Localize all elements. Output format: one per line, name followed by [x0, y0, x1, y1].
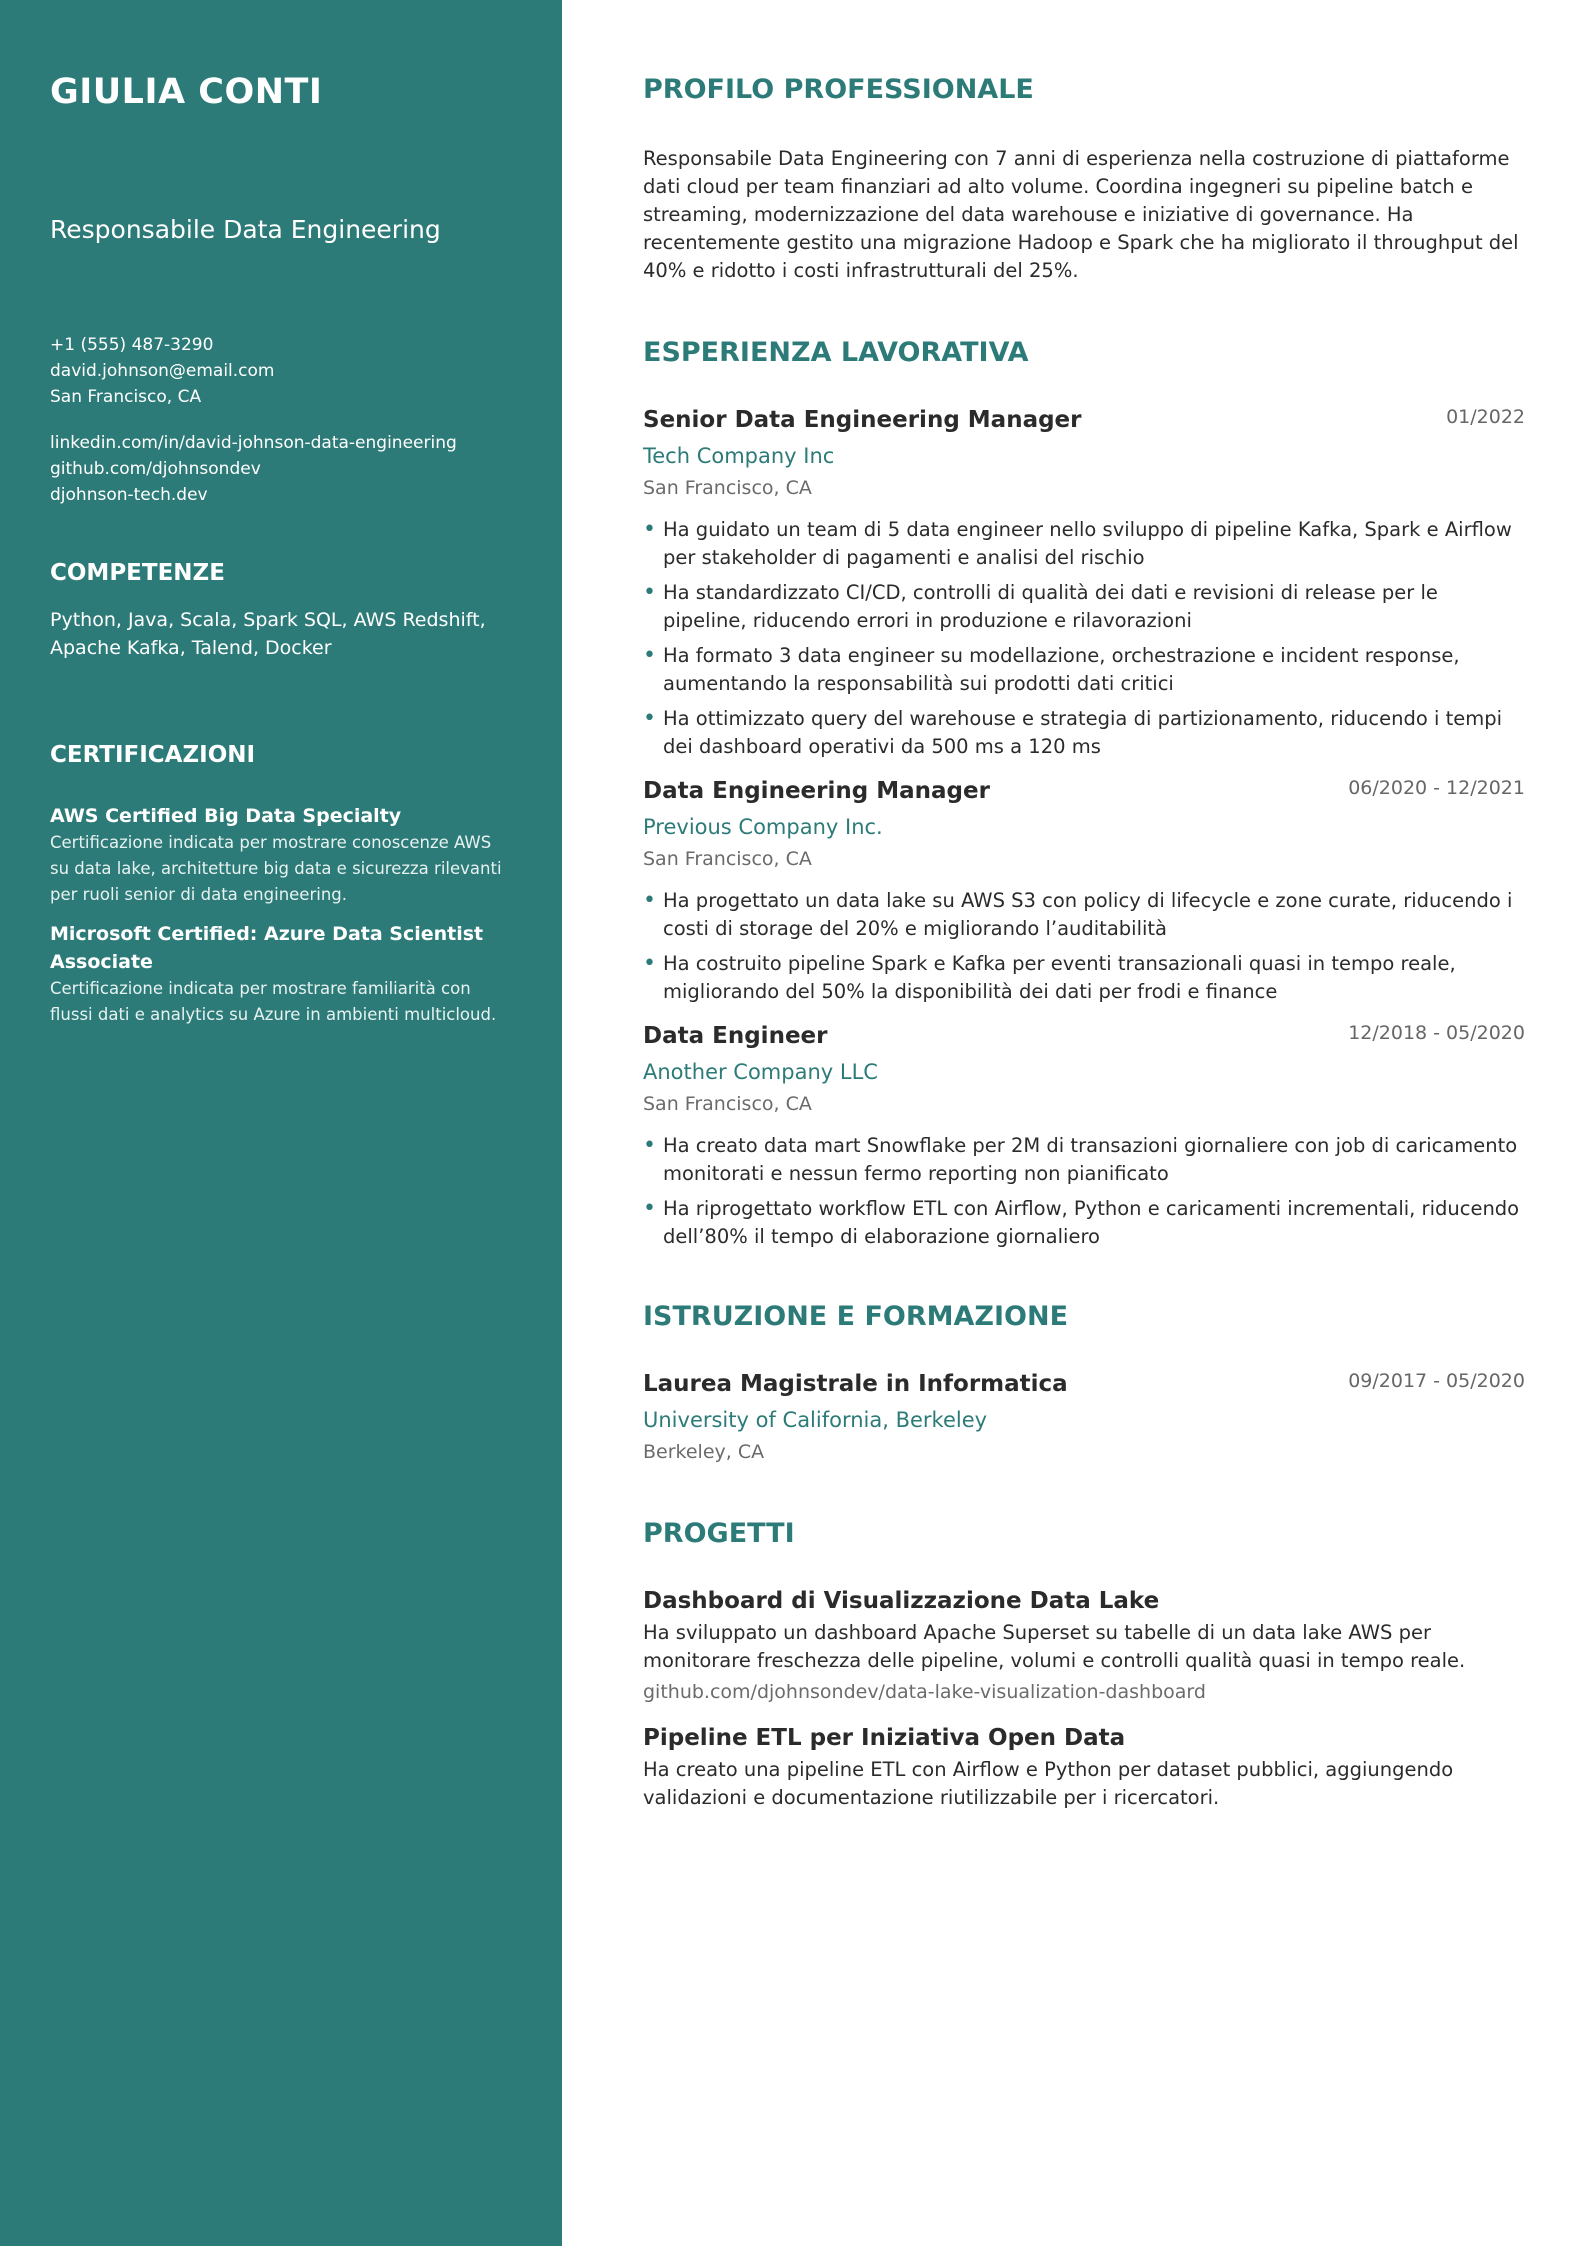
- job-location: San Francisco, CA: [643, 848, 812, 870]
- profile-links: [50, 430, 512, 508]
- certification-description: Certificazione indicata per mostrare conoscenze AWS su data lake, architetture big data e sicurezza rilevanti per ruoli senior di data engineering.: [50, 833, 502, 904]
- sidebar: [0, 0, 562, 2246]
- company-name: Tech Company Inc: [643, 444, 835, 468]
- certification-name: Microsoft Certified: Azure Data Scientist Associate: [50, 923, 484, 973]
- website-link[interactable]: djohnson-tech.dev: [50, 485, 208, 505]
- main-content: [643, 0, 1525, 1812]
- job-bullet: • Ha costruito pipeline Spark e Kafka per eventi transazionali quasi in tempo reale, migliorando del 50% la disponibilità dei dati per frodi e finance: [643, 950, 1525, 1006]
- experience-entry: [643, 1020, 1525, 1251]
- certification-name: AWS Certified Big Data Specialty: [50, 805, 402, 827]
- candidate-name: GIULIA CONTI: [50, 72, 323, 112]
- skills-heading: COMPETENZE: [50, 560, 225, 586]
- school-location: Berkeley, CA: [643, 1441, 765, 1463]
- project-title: Dashboard di Visualizzazione Data Lake: [643, 1588, 1160, 1614]
- job-bullet: • Ha formato 3 data engineer su modellazione, orchestrazione e incident response, aumentando la responsabilità sui prodotti dati critici: [643, 642, 1525, 698]
- job-date: 12/2018 - 05/2020: [1348, 1022, 1525, 1044]
- company-name: Another Company LLC: [643, 1060, 878, 1084]
- job-title: Responsabile Data Engineering: [50, 215, 441, 244]
- experience-entry: [643, 404, 1525, 761]
- certifications-list: [50, 802, 512, 1028]
- experience-entry: [643, 775, 1525, 1006]
- job-bullet: • Ha creato data mart Snowflake per 2M di transazioni giornaliere con job di caricamento monitorati e nessun fermo reporting non pianificato: [643, 1132, 1525, 1188]
- github-link[interactable]: github.com/djohnsondev: [50, 459, 261, 479]
- job-position: Data Engineer: [643, 1023, 828, 1049]
- education-date: 09/2017 - 05/2020: [1348, 1370, 1525, 1392]
- school-name: University of California, Berkeley: [643, 1408, 988, 1432]
- phone: +1 (555) 487-3290: [50, 335, 214, 355]
- projects-heading: PROGETTI: [643, 1518, 795, 1549]
- project-description: Ha sviluppato un dashboard Apache Superset su tabelle di un data lake AWS per monitorare freschezza delle pipeline, volumi e controlli qualità quasi in tempo reale.: [643, 1621, 1466, 1672]
- job-bullet: • Ha ottimizzato query del warehouse e strategia di partizionamento, riducendo i tempi dei dashboard operativi da 500 ms a 120 ms: [643, 705, 1525, 761]
- location: San Francisco, CA: [50, 387, 202, 407]
- linkedin-link[interactable]: linkedin.com/in/david-johnson-data-engineering: [50, 433, 457, 453]
- degree-title: Laurea Magistrale in Informatica: [643, 1371, 1068, 1397]
- job-bullets: [643, 887, 1525, 1006]
- company-name: Previous Company Inc.: [643, 815, 883, 839]
- job-date: 01/2022: [1446, 406, 1525, 428]
- project-entry: [643, 1722, 1525, 1812]
- job-location: San Francisco, CA: [643, 1093, 812, 1115]
- job-bullet: • Ha standardizzato CI/CD, controlli di qualità dei dati e revisioni di release per le pipeline, riducendo errori in produzione e rilavorazioni: [643, 579, 1525, 635]
- experience-heading: ESPERIENZA LAVORATIVA: [643, 337, 1029, 368]
- skills-list: Python, Java, Scala, Spark SQL, AWS Redshift, Apache Kafka, Talend, Docker: [50, 609, 486, 659]
- job-bullet: • Ha riprogettato workflow ETL con Airflow, Python e caricamenti incrementali, riducendo dell’80% il tempo di elaborazione giornaliero: [643, 1195, 1525, 1251]
- job-location: San Francisco, CA: [643, 477, 812, 499]
- contact-info: [50, 332, 512, 410]
- certification-description: Certificazione indicata per mostrare familiarità con flussi dati e analytics su Azure in ambienti multicloud.: [50, 979, 497, 1024]
- education-heading: ISTRUZIONE E FORMAZIONE: [643, 1301, 1069, 1332]
- email[interactable]: david.johnson@email.com: [50, 361, 275, 381]
- job-bullets: [643, 516, 1525, 761]
- certifications-heading: CERTIFICAZIONI: [50, 742, 256, 768]
- education-entry: [643, 1368, 1525, 1466]
- job-bullet: • Ha progettato un data lake su AWS S3 con policy di lifecycle e zone curate, riducendo i costi di storage del 20% e migliorando l’auditabilità: [643, 887, 1525, 943]
- job-bullet: • Ha guidato un team di 5 data engineer nello sviluppo di pipeline Kafka, Spark e Airflow per stakeholder di pagamenti e analisi del rischio: [643, 516, 1525, 572]
- job-position: Senior Data Engineering Manager: [643, 407, 1082, 433]
- profile-heading: PROFILO PROFESSIONALE: [643, 74, 1034, 105]
- project-title: Pipeline ETL per Iniziativa Open Data: [643, 1725, 1126, 1751]
- profile-summary: Responsabile Data Engineering con 7 anni di esperienza nella costruzione di piattaforme dati cloud per team finanziari ad alto volume. Coordina ingegneri su pipeline batch e streaming, modernizzazione del data warehouse e iniziative di governance. Ha recentemente gestito una migrazione Hadoop e Spark che ha migliorato il throughput del 40% e ridotto i costi infrastrutturali del 25%.: [643, 147, 1519, 282]
- project-entry: [643, 1585, 1525, 1706]
- project-link[interactable]: github.com/djohnsondev/data-lake-visualization-dashboard: [643, 1681, 1206, 1703]
- job-bullets: [643, 1132, 1525, 1251]
- job-position: Data Engineering Manager: [643, 778, 990, 804]
- project-description: Ha creato una pipeline ETL con Airflow e Python per dataset pubblici, aggiungendo validazioni e documentazione riutilizzabile per i ricercatori.: [643, 1758, 1454, 1809]
- job-date: 06/2020 - 12/2021: [1348, 777, 1525, 799]
